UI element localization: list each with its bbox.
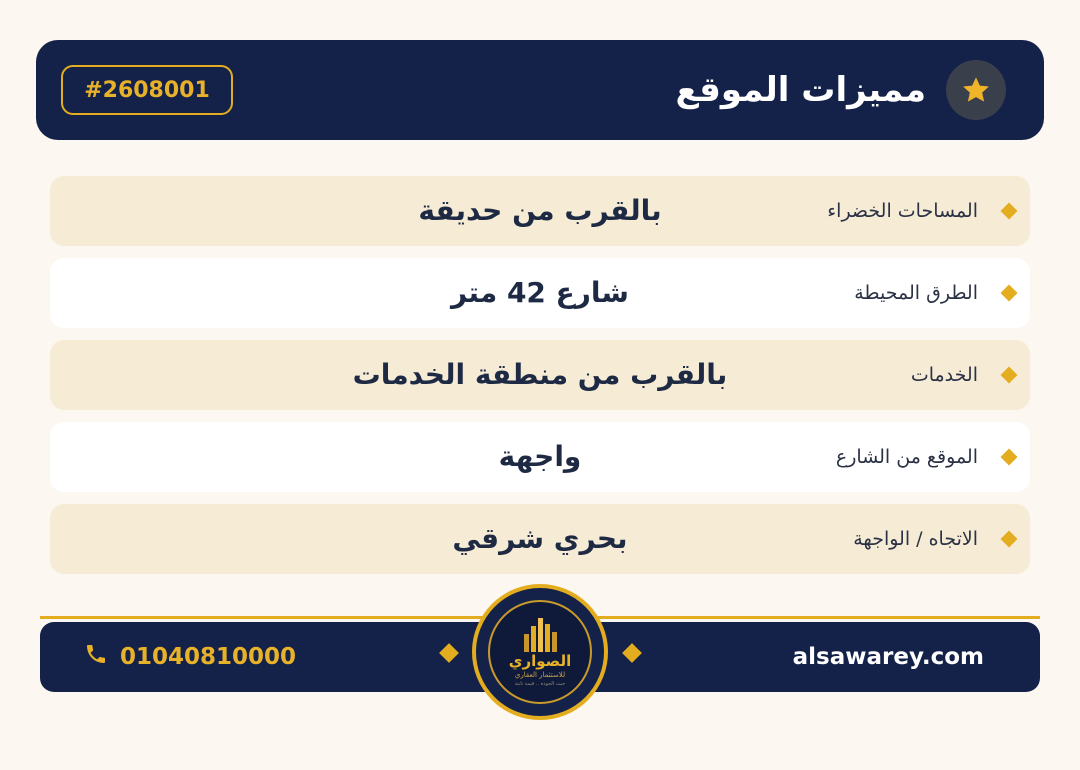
feature-row-orientation xyxy=(50,504,1030,574)
logo-subtitle: للاستثمار العقاري xyxy=(514,671,566,679)
logo-tagline: حيث الجودة .. قيمة ثابتة xyxy=(514,681,566,687)
feature-label: الموقع من الشارع xyxy=(835,446,978,468)
feature-value: بالقرب من حديقة xyxy=(418,194,662,227)
reference-number: #2608001 xyxy=(84,77,210,103)
feature-row-street-position xyxy=(50,422,1030,492)
logo-name: الصواري xyxy=(508,652,572,670)
diamond-decoration-icon xyxy=(439,643,459,663)
header-bar xyxy=(36,40,1044,140)
phone-icon xyxy=(84,642,108,672)
page-title: مميزات الموقع xyxy=(675,70,926,110)
feature-value: بحري شرقي xyxy=(452,522,628,555)
features-list xyxy=(50,176,1030,586)
buildings-icon xyxy=(520,616,560,652)
company-logo xyxy=(472,584,608,720)
star-icon xyxy=(946,60,1006,120)
reference-number-badge xyxy=(61,65,233,115)
feature-label: الخدمات xyxy=(910,364,978,386)
feature-row-green-spaces xyxy=(50,176,1030,246)
feature-label: الاتجاه / الواجهة xyxy=(853,528,978,550)
feature-label: الطرق المحيطة xyxy=(854,282,978,304)
feature-value: شارع 42 متر xyxy=(451,276,629,309)
feature-value: بالقرب من منطقة الخدمات xyxy=(352,358,728,391)
phone-contact[interactable] xyxy=(84,640,296,674)
feature-value: واجهة xyxy=(498,440,582,473)
feature-row-surrounding-roads xyxy=(50,258,1030,328)
logo-emblem xyxy=(488,600,592,704)
phone-number: 01040810000 xyxy=(120,644,297,670)
website-link[interactable]: alsawarey.com xyxy=(792,644,984,670)
feature-label: المساحات الخضراء xyxy=(827,200,978,222)
diamond-decoration-icon xyxy=(622,643,642,663)
feature-row-services xyxy=(50,340,1030,410)
